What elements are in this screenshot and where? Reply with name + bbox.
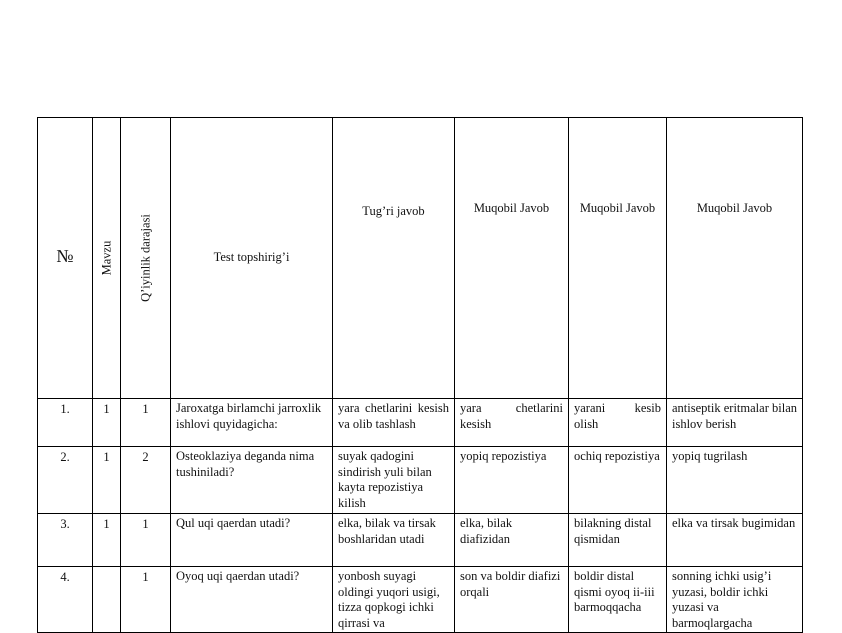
- header-topic: Mavzu: [93, 118, 121, 399]
- row-task: Oyoq uqi qaerdan utadi?: [171, 567, 333, 633]
- row-task: Osteoklaziya deganda nima tushiniladi?: [171, 447, 333, 514]
- row-alternative-2: yarani kesib olish: [569, 399, 667, 447]
- row-alternative-1: yara chetlarini kesish: [455, 399, 569, 447]
- row-task: Jaroxatga birlamchi jarroxlik ishlovi quyidagicha:: [171, 399, 333, 447]
- row-difficulty: 2: [121, 447, 171, 514]
- header-number: №: [38, 118, 93, 399]
- row-correct-answer: yonbosh suyagi oldingi yuqori usigi, tizza qopkogi ichki qirrasi va: [333, 567, 455, 633]
- header-task: Test topshirig’i: [171, 118, 333, 399]
- row-alternative-1: yopiq repozistiya: [455, 447, 569, 514]
- row-alternative-2: boldir distal qismi oyoq ii-iii barmoqqacha: [569, 567, 667, 633]
- row-task: Qul uqi qaerdan utadi?: [171, 514, 333, 567]
- table-row: [38, 447, 803, 514]
- header-row: [38, 118, 803, 399]
- row-correct-answer: elka, bilak va tirsak boshlaridan utadi: [333, 514, 455, 567]
- row-difficulty: 1: [121, 399, 171, 447]
- row-alternative-1: elka, bilak diafizidan: [455, 514, 569, 567]
- header-alternative-3: Muqobil Javob: [667, 118, 803, 399]
- row-number: 4.: [38, 567, 93, 633]
- row-alternative-3: elka va tirsak bugimidan: [667, 514, 803, 567]
- header-correct-answer: Tug’ri javob: [333, 118, 455, 399]
- row-number: 2.: [38, 447, 93, 514]
- table-row: [38, 514, 803, 567]
- row-alternative-3: yopiq tugrilash: [667, 447, 803, 514]
- row-difficulty: 1: [121, 567, 171, 633]
- row-difficulty: 1: [121, 514, 171, 567]
- row-alternative-1: son va boldir diafizi orqali: [455, 567, 569, 633]
- header-alternative-1: Muqobil Javob: [455, 118, 569, 399]
- row-correct-answer: yara chetlarini kesish va olib tashlash: [333, 399, 455, 447]
- row-topic: 1: [93, 514, 121, 567]
- test-table: [37, 117, 803, 633]
- row-topic: [93, 567, 121, 633]
- row-number: 3.: [38, 514, 93, 567]
- table-row: [38, 567, 803, 633]
- row-alternative-2: ochiq repozistiya: [569, 447, 667, 514]
- table-row: [38, 399, 803, 447]
- row-topic: 1: [93, 399, 121, 447]
- header-difficulty: Q’iyinlik darajasi: [121, 118, 171, 399]
- row-number: 1.: [38, 399, 93, 447]
- row-alternative-3: antiseptik eritmalar bilan ishlov berish: [667, 399, 803, 447]
- header-alternative-2: Muqobil Javob: [569, 118, 667, 399]
- row-correct-answer: suyak qadogini sindirish yuli bilan kayta repozistiya kilish: [333, 447, 455, 514]
- row-topic: 1: [93, 447, 121, 514]
- row-alternative-3: sonning ichki usig’i yuzasi, boldir ichki yuzasi va barmoqlargacha: [667, 567, 803, 633]
- row-alternative-2: bilakning distal qismidan: [569, 514, 667, 567]
